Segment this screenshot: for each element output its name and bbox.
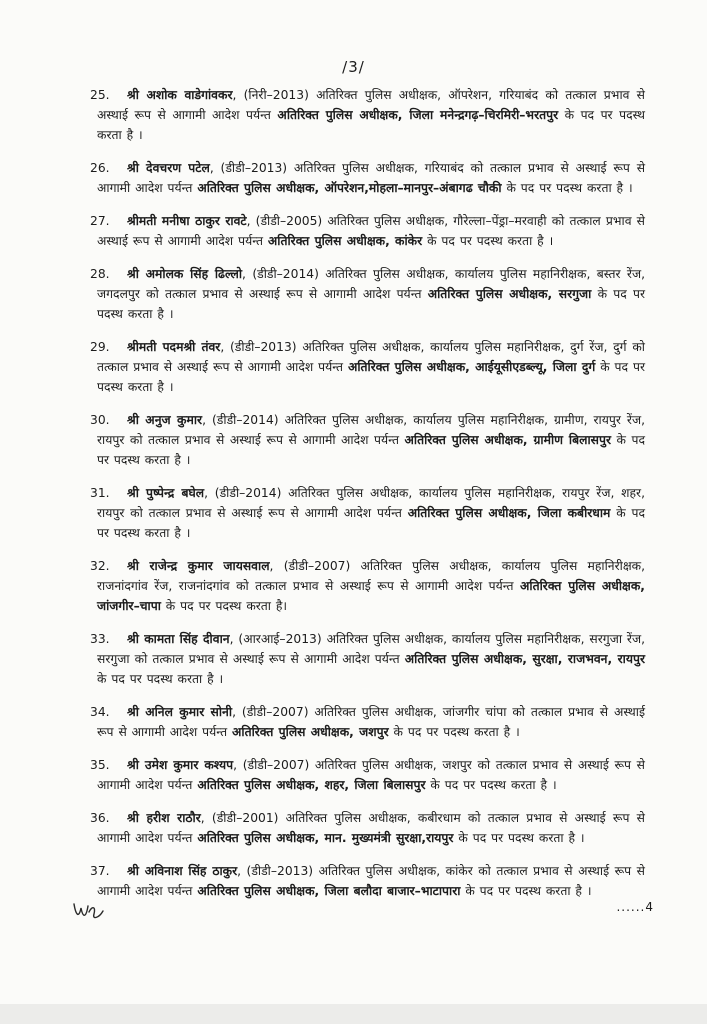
entry-number: 37. — [90, 864, 110, 878]
entry-number: 33. — [90, 632, 110, 646]
entry-number: 34. — [90, 705, 110, 719]
entry-ending: के पद पर पदस्थ करता है । — [97, 506, 645, 540]
officer-name: श्री हरीश राठौर — [127, 811, 201, 825]
entry-body: , (आरआई–2013) अतिरिक्त पुलिस अधीक्षक, कार्यालय पुलिस महानिरीक्षक, सरगुजा रेंज, सरगुजा को तत्काल प्रभाव से अस्थाई रूप से आगामी आदेश पर्यन्त — [97, 632, 645, 666]
officer-name: श्री अनुज कुमार — [127, 413, 203, 427]
order-entry — [90, 808, 645, 848]
order-entry — [90, 158, 646, 198]
officer-name: श्री अविनाश सिंह ठाकुर — [127, 864, 238, 878]
officer-name: श्री पुष्पेन्द्र बघेल — [127, 486, 205, 500]
entry-body: , (निरी–2013) अतिरिक्त पुलिस अधीक्षक, ऑपरेशन, गरियाबंद को तत्काल प्रभाव से अस्थाई रूप से आगामी आदेश पर्यन्त — [97, 88, 645, 122]
entry-ending: के पद पर पदस्थ करता है । — [453, 831, 585, 845]
entry-body: , (डीडी–2014) अतिरिक्त पुलिस अधीक्षक, कार्यालय पुलिस महानिरीक्षक, रायपुर रेंज, शहर, रायपुर को तत्काल प्रभाव से अस्थाई रूप से आगामी आदेश पर्यन्त — [97, 486, 645, 520]
entry-ending: के पद पर पदस्थ करता है । — [97, 108, 645, 142]
entry-number: 28. — [90, 267, 110, 281]
order-entry — [90, 264, 646, 324]
order-entry — [90, 410, 645, 470]
order-entry — [90, 211, 645, 251]
entry-body: , (डीडी–2001) अतिरिक्त पुलिस अधीक्षक, कबीरधाम को तत्काल प्रभाव से अस्थाई रूप से आगामी आदेश पर्यन्त — [97, 811, 645, 845]
entry-ending: के पद पर पदस्थ करता है । — [97, 433, 645, 467]
entry-ending: के पद पर पदस्थ करता है । — [425, 778, 557, 792]
new-post: अतिरिक्त पुलिस अधीक्षक, ग्रामीण बिलासपुर — [404, 433, 611, 447]
order-entry — [90, 755, 645, 795]
entry-number: 26. — [90, 161, 110, 175]
entry-number: 25. — [90, 88, 110, 102]
new-post: अतिरिक्त पुलिस अधीक्षक, जांजगीर–चापा — [97, 579, 645, 613]
new-post: अतिरिक्त पुलिस अधीक्षक, कांकेर — [267, 234, 423, 248]
order-entry — [90, 702, 646, 742]
officer-name: श्री अशोक वाडेगांवकर — [127, 88, 233, 102]
new-post: अतिरिक्त पुलिस अधीक्षक, सुरक्षा, राजभवन, रायपुर — [404, 652, 645, 666]
officer-name: श्री उमेश कुमार कश्यप — [127, 758, 234, 772]
order-entry — [90, 861, 645, 901]
entry-body: , (डीडी–2005) अतिरिक्त पुलिस अधीक्षक, गौरेल्ला–पेंड्रा–मरवाही को तत्काल प्रभाव से अस्थाई रूप से आगामी आदेश पर्यन्त — [97, 214, 645, 248]
new-post: अतिरिक्त पुलिस अधीक्षक, आईयूसीएडब्ल्यू, जिला दुर्ग — [347, 360, 596, 374]
entry-body: , (डीडी–2007) अतिरिक्त पुलिस अधीक्षक, कार्यालय पुलिस महानिरीक्षक, राजनांदगांव रेंज, राजनांदगांव को तत्काल प्रभाव से अस्थाई रूप से आगामी आदेश पर्यन्त — [97, 559, 645, 593]
order-entries — [90, 85, 646, 914]
entry-ending: के पद पर पदस्थ करता है । — [388, 725, 520, 739]
entry-number: 31. — [90, 486, 110, 500]
new-post: अतिरिक्त पुलिस अधीक्षक, सरगुजा — [427, 287, 592, 301]
officer-name: श्रीमती पदमश्री तंवर — [127, 340, 221, 354]
entry-ending: के पद पर पदस्थ करता है । — [97, 360, 645, 394]
entry-ending: के पद पर पदस्थ करता है । — [97, 287, 646, 321]
continuation-marker: ......4 — [616, 900, 654, 914]
page-number: /3/ — [342, 58, 365, 76]
new-post: अतिरिक्त पुलिस अधीक्षक, जिला कबीरधाम — [407, 506, 611, 520]
new-post: अतिरिक्त पुलिस अधीक्षक, जिला बलौदा बाजार–भाटापारा — [197, 884, 461, 898]
new-post: अतिरिक्त पुलिस अधीक्षक, शहर, जिला बिलासपुर — [197, 778, 426, 792]
order-entry — [90, 483, 645, 543]
new-post: अतिरिक्त पुलिस अधीक्षक, जिला मनेन्द्रगढ़–चिरमिरी–भरतपुर — [277, 108, 559, 122]
entry-number: 27. — [90, 214, 110, 228]
scan-bottom-edge — [0, 1004, 707, 1024]
officer-name: श्री कामता सिंह दीवान — [127, 632, 230, 646]
entry-number: 35. — [90, 758, 110, 772]
entry-body: , (डीडी–2013) अतिरिक्त पुलिस अधीक्षक, कार्यालय पुलिस महानिरीक्षक, दुर्ग रेंज, दुर्ग को तत्काल प्रभाव से अस्थाई रूप से आगामी आदेश पर्यन्त — [97, 340, 645, 374]
entry-ending: के पद पर पदस्थ करता है। — [160, 599, 288, 613]
order-entry — [90, 629, 645, 689]
entry-ending: के पद पर पदस्थ करता है । — [97, 672, 224, 686]
new-post: अतिरिक्त पुलिस अधीक्षक, मान. मुख्यमंत्री सुरक्षा,रायपुर — [197, 831, 454, 845]
handwritten-initials-icon — [72, 896, 106, 922]
officer-name: श्री देवचरण पटेल — [127, 161, 210, 175]
entry-body: , (डीडी–2013) अतिरिक्त पुलिस अधीक्षक, कांकेर को तत्काल प्रभाव से अस्थाई रूप से आगामी आदेश पर्यन्त — [97, 864, 645, 898]
entry-ending: के पद पर पदस्थ करता है । — [460, 884, 592, 898]
entry-body: , (डीडी–2013) अतिरिक्त पुलिस अधीक्षक, गरियाबंद को तत्काल प्रभाव से अस्थाई रूप से आगामी आदेश पर्यन्त — [97, 161, 646, 195]
entry-number: 32. — [90, 559, 110, 573]
order-entry — [90, 337, 645, 397]
entry-number: 36. — [90, 811, 110, 825]
entry-body: , (डीडी–2007) अतिरिक्त पुलिस अधीक्षक, जांजगीर चांपा को तत्काल प्रभाव से अस्थाई रूप से आगामी आदेश पर्यन्त — [97, 705, 646, 739]
entry-body: , (डीडी–2014) अतिरिक्त पुलिस अधीक्षक, कार्यालय पुलिस महानिरीक्षक, बस्तर रेंज, जगदलपुर को तत्काल प्रभाव से अस्थाई रूप से आगामी आदेश पर्यन्त — [97, 267, 645, 301]
entry-number: 29. — [90, 340, 110, 354]
entry-body: , (डीडी–2007) अतिरिक्त पुलिस अधीक्षक, जशपुर को तत्काल प्रभाव से अस्थाई रूप से आगामी आदेश पर्यन्त — [97, 758, 645, 792]
officer-name: श्री राजेन्द्र कुमार जायसवाल — [127, 559, 270, 573]
order-entry — [90, 556, 645, 616]
officer-name: श्रीमती मनीषा ठाकुर रावटे — [127, 214, 247, 228]
entry-number: 30. — [90, 413, 110, 427]
officer-name: श्री अनिल कुमार सोनी — [127, 705, 233, 719]
entry-ending: के पद पर पदस्थ करता है । — [501, 181, 633, 195]
entry-body: , (डीडी–2014) अतिरिक्त पुलिस अधीक्षक, कार्यालय पुलिस महानिरीक्षक, ग्रामीण, रायपुर रेंज, रायपुर को तत्काल प्रभाव से अस्थाई रूप से आगामी आदेश पर्यन्त — [97, 413, 645, 447]
entry-ending: के पद पर पदस्थ करता है । — [422, 234, 554, 248]
officer-name: श्री अमोलक सिंह ढिल्लो — [127, 267, 243, 281]
order-entry — [90, 85, 645, 145]
new-post: अतिरिक्त पुलिस अधीक्षक, जशपुर — [231, 725, 389, 739]
new-post: अतिरिक्त पुलिस अधीक्षक, ऑपरेशन,मोहला–मानपुर–अंबागढ चौकी — [197, 181, 502, 195]
